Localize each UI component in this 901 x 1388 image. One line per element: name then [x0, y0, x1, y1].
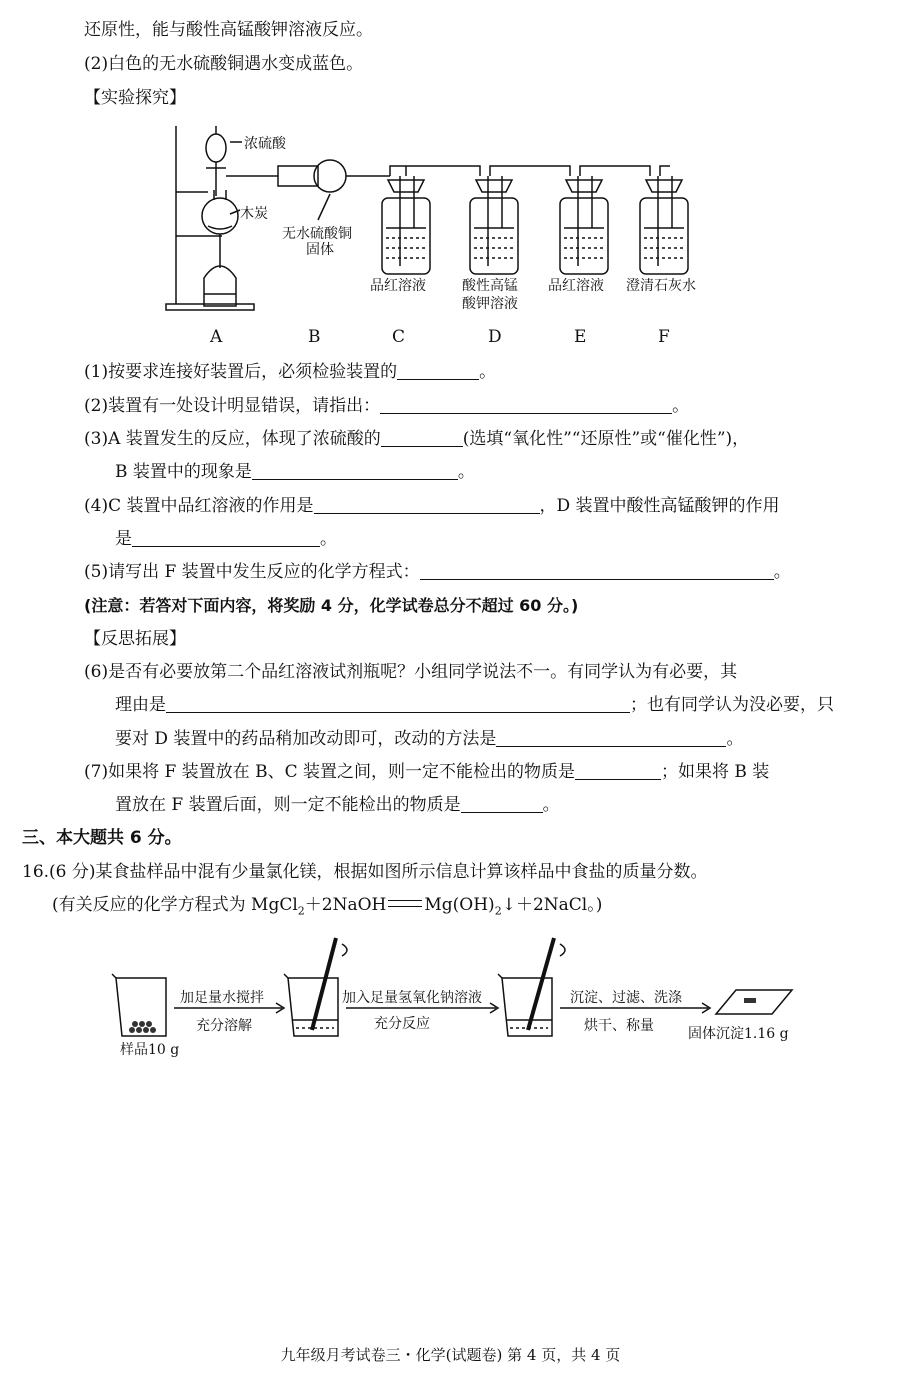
answer-blank-7b[interactable] [461, 794, 543, 813]
answer-blank-6a[interactable] [166, 694, 630, 713]
page-footer: 九年级月考试卷三・化学(试题卷) 第 4 页，共 4 页 [280, 1346, 621, 1364]
label-bottle-f: 澄清石灰水 [626, 278, 696, 294]
question-3-line1: (3)A 装置发生的反应，体现了浓硫酸的 (选填“氧化性”“还原性”或“催化性”)， [84, 429, 750, 449]
process-figure [110, 926, 800, 1062]
question-4-line1: (4)C 装置中品红溶液的作用是 ，D 装置中酸性高锰酸钾的作用 [84, 496, 780, 516]
equals-double-line [388, 900, 422, 907]
question-16-line1: 16.(6 分)某食盐样品中混有少量氯化镁，根据如图所示信息计算该样品中食盐的质量分数。 [22, 862, 708, 882]
label-step3-top: 沉淀、过滤、洗涤 [570, 990, 682, 1006]
label-bottle-d-line2: 酸钾溶液 [462, 296, 518, 312]
label-step2-top: 加入足量氢氧化钠溶液 [342, 990, 482, 1006]
intro-line-1: 还原性，能与酸性高锰酸钾溶液反应。 [84, 20, 373, 40]
question-4-line2: 是 。 [115, 529, 337, 549]
label-anhydrous-copper-sulfate: 无水硫酸铜 [282, 226, 352, 242]
answer-blank-6b[interactable] [496, 728, 726, 747]
letter-d: D [488, 327, 502, 347]
letter-e: E [574, 327, 587, 347]
heading-reflection: 【反思拓展】 [84, 629, 186, 649]
label-result-mass: 固体沉淀1.16 g [688, 1026, 789, 1042]
letter-b: B [308, 327, 321, 347]
heading-experiment: 【实验探究】 [84, 88, 186, 108]
label-bottle-e: 品红溶液 [548, 278, 604, 294]
label-concentrated-sulfuric-acid: 浓硫酸 [244, 136, 286, 152]
label-step1-bottom: 充分溶解 [196, 1018, 252, 1034]
bonus-note: (注意：若答对下面内容，将奖励 4 分，化学试卷总分不超过 60 分。) [84, 596, 579, 615]
question-6-line1: (6)是否有必要放第二个品红溶液试剂瓶呢？小组同学说法不一。有同学认为有必要，其 [84, 662, 738, 682]
label-charcoal: 木炭 [240, 206, 268, 222]
question-6-line3: 要对 D 装置中的药品稍加改动即可，改动的方法是 。 [115, 729, 744, 749]
question-2: (2)装置有一处设计明显错误，请指出： 。 [84, 396, 690, 416]
apparatus-figure [160, 118, 740, 350]
answer-blank-7a[interactable] [575, 761, 661, 780]
question-7-line2: 置放在 F 装置后面，则一定不能检出的物质是 。 [115, 795, 560, 815]
answer-blank-5[interactable] [420, 561, 774, 580]
letter-a: A [210, 327, 223, 347]
answer-blank-2[interactable] [380, 395, 672, 414]
label-step1-top: 加足量水搅拌 [180, 990, 264, 1006]
label-bottle-c: 品红溶液 [370, 278, 426, 294]
question-3-line2: B 装置中的现象是 。 [115, 462, 475, 482]
question-6-line2: 理由是 ；也有同学认为没必要，只 [115, 695, 834, 715]
section-three-heading: 三、本大题共 6 分。 [22, 828, 182, 848]
question-16-equation: (有关反应的化学方程式为 MgCl$_2$＋2NaOH $Mg(OH)_2↓+2NaCl$。) [52, 895, 603, 918]
label-step2-bottom: 充分反应 [374, 1016, 430, 1032]
label-step3-bottom: 烘干、称量 [584, 1018, 654, 1034]
answer-blank-1[interactable] [397, 361, 479, 380]
answer-blank-3b[interactable] [252, 461, 458, 480]
answer-blank-4a[interactable] [314, 495, 540, 514]
answer-blank-4b[interactable] [132, 528, 320, 547]
label-sample-mass: 样品10 g [120, 1042, 180, 1058]
label-solid: 固体 [306, 242, 334, 258]
label-bottle-d-line1: 酸性高锰 [462, 278, 518, 294]
letter-f: F [658, 327, 670, 347]
question-7-line1: (7)如果将 F 装置放在 B、C 装置之间，则一定不能检出的物质是 ；如果将 B 装 [84, 762, 770, 782]
question-5: (5)请写出 F 装置中发生反应的化学方程式： 。 [84, 562, 791, 582]
letter-c: C [392, 327, 406, 347]
question-1: (1)按要求连接好装置后，必须检验装置的 。 [84, 362, 497, 382]
answer-blank-3a[interactable] [381, 428, 463, 447]
intro-line-2: (2)白色的无水硫酸铜遇水变成蓝色。 [84, 54, 364, 74]
